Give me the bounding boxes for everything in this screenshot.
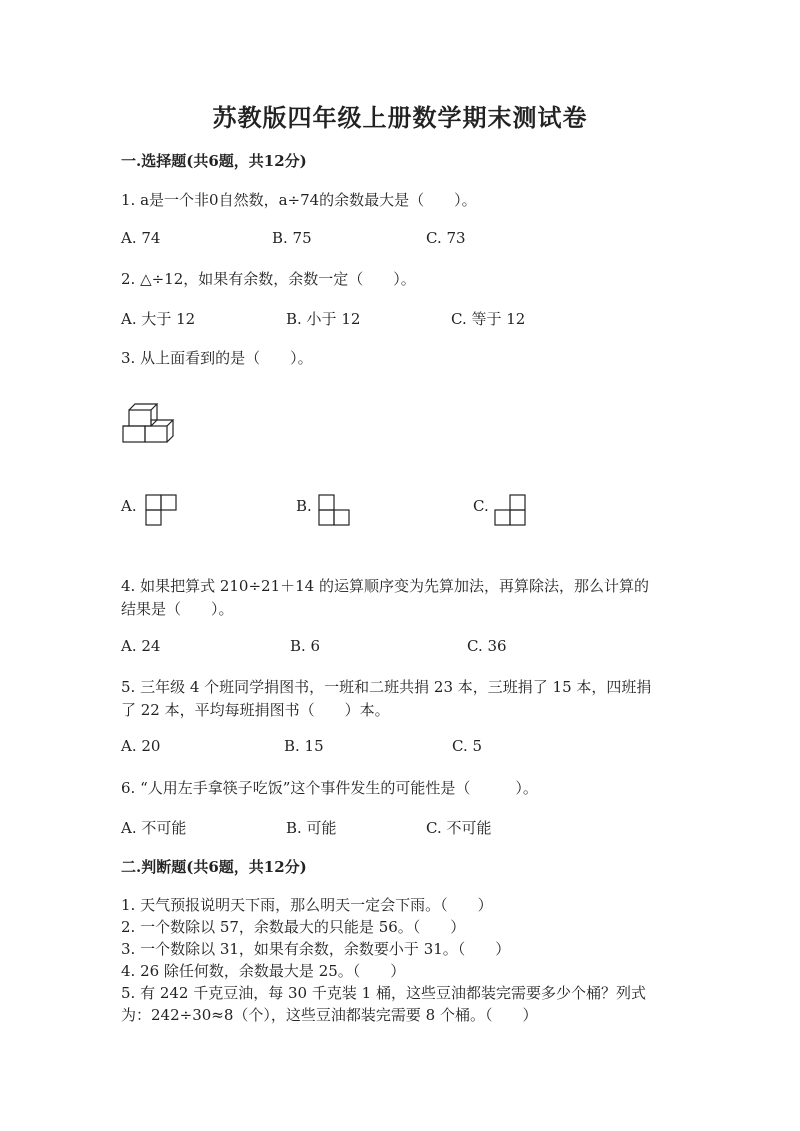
q3-option-a-figure: [145, 494, 179, 528]
q3-option-a-label: A.: [121, 497, 137, 515]
q4-option-b: B. 6: [290, 637, 321, 655]
q3-option-b-figure: [318, 494, 352, 528]
section-heading-choice: 一.选择题(共6题，共12分): [121, 152, 307, 170]
q5-option-c: C. 5: [452, 737, 483, 755]
q4-option-c: C. 36: [467, 637, 507, 655]
judgment-item-5-line-2: 为：242÷30≈8（个），这些豆油都装完需要 8 个桶。（ ）: [121, 1006, 538, 1024]
q3-option-c-figure: [494, 494, 528, 528]
question-4-line-2: 结果是（ ）。: [121, 600, 234, 618]
page-title: 苏教版四年级上册数学期末测试卷: [212, 103, 588, 132]
question-6: 6. “人用左手拿筷子吃饭”这个事件发生的可能性是（ ）。: [121, 779, 538, 797]
q5-option-b: B. 15: [284, 737, 324, 755]
judgment-item-2: 2. 一个数除以 57，余数最大的只能是 56。（ ）: [121, 918, 466, 936]
judgment-item-1: 1. 天气预报说明天下雨，那么明天一定会下雨。（ ）: [121, 896, 493, 914]
q2-option-b: B. 小于 12: [286, 310, 361, 328]
q1-option-b: B. 75: [272, 229, 312, 247]
question-5-line-1: 5. 三年级 4 个班同学捐图书，一班和二班共捐 23 本，三班捐了 15 本，四班捐: [121, 678, 652, 696]
judgment-item-4: 4. 26 除任何数，余数最大是 25。（ ）: [121, 962, 406, 980]
question-1: 1. a是一个非0自然数，a÷74的余数最大是（ ）。: [121, 191, 477, 209]
question-5-line-2: 了 22 本，平均每班捐图书（ ）本。: [121, 701, 390, 719]
q6-option-b: B. 可能: [286, 819, 337, 837]
q2-option-a: A. 大于 12: [121, 310, 196, 328]
q4-option-a: A. 24: [121, 637, 161, 655]
q1-option-a: A. 74: [121, 229, 161, 247]
q3-option-c-label: C.: [473, 497, 489, 515]
q3-option-b-label: B.: [296, 497, 312, 515]
judgment-item-5-line-1: 5. 有 242 千克豆油，每 30 千克装 1 桶，这些豆油都装完需要多少个桶？列式: [121, 984, 646, 1002]
question-3: 3. 从上面看到的是（ ）。: [121, 349, 313, 367]
q6-option-c: C. 不可能: [426, 819, 492, 837]
q1-option-c: C. 73: [426, 229, 466, 247]
q5-option-a: A. 20: [121, 737, 161, 755]
cube-figure: [121, 400, 181, 446]
q2-option-c: C. 等于 12: [451, 310, 526, 328]
judgment-item-3: 3. 一个数除以 31，如果有余数，余数要小于 31。（ ）: [121, 940, 511, 958]
question-4-line-1: 4. 如果把算式 210÷21＋14 的运算顺序变为先算加法，再算除法，那么计算的: [121, 577, 649, 595]
question-2: 2. △÷12，如果有余数，余数一定（ ）。: [121, 270, 416, 288]
q6-option-a: A. 不可能: [121, 819, 187, 837]
section-heading-judgment: 二.判断题(共6题，共12分): [121, 858, 307, 876]
